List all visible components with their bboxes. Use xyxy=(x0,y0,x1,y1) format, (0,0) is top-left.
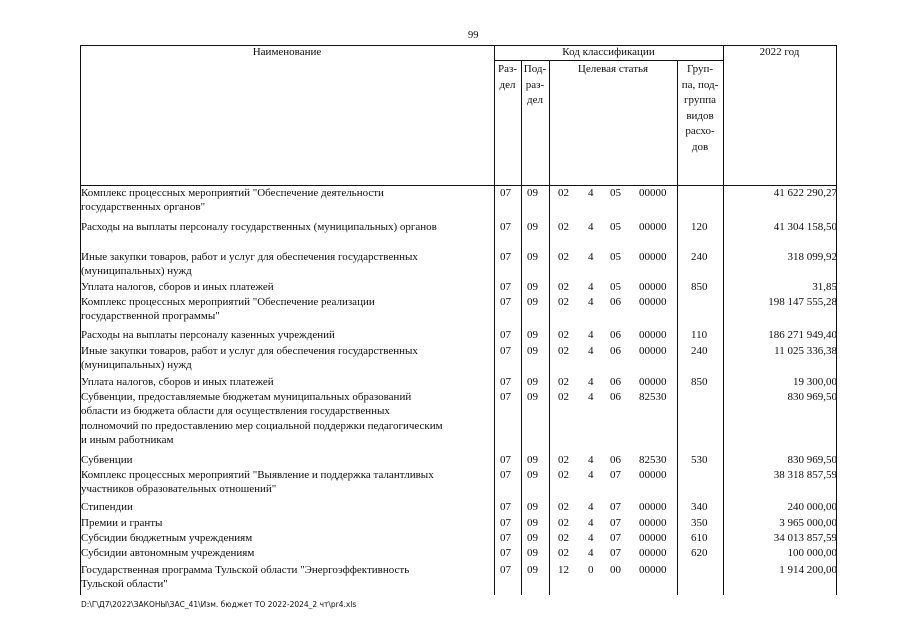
row-target-program: 02 xyxy=(558,296,569,308)
row-name xyxy=(81,516,491,530)
row-razdel: 07 xyxy=(500,251,511,263)
row-target-direction: 00000 xyxy=(639,221,667,233)
row-target-type: 4 xyxy=(588,454,594,466)
header-razdel xyxy=(494,62,521,93)
row-target-type: 4 xyxy=(588,391,594,403)
row-podrazdel: 09 xyxy=(527,454,538,466)
row-target-direction: 00000 xyxy=(639,501,667,513)
row-name xyxy=(81,186,491,215)
row-name-line: Иные закупки товаров, работ и услуг для обеспечения государственных xyxy=(81,251,418,263)
row-target-subprogram: 05 xyxy=(610,221,621,233)
row-podrazdel: 09 xyxy=(527,221,538,233)
row-name-line: Комплекс процессных мероприятий "Обеспечение деятельности xyxy=(81,187,384,199)
row-expense-type: 110 xyxy=(691,329,708,341)
header-podrazdel-line: раз- xyxy=(525,78,545,91)
row-razdel: 07 xyxy=(500,547,511,559)
row-target-subprogram: 00 xyxy=(610,564,621,576)
row-name-line: Комплекс процессных мероприятий "Выявление и поддержка талантливых xyxy=(81,469,434,481)
row-razdel: 07 xyxy=(500,391,511,403)
row-razdel: 07 xyxy=(500,187,511,199)
row-amount: 11 025 336,38 xyxy=(774,345,837,357)
row-podrazdel: 09 xyxy=(527,329,538,341)
row-target-subprogram: 05 xyxy=(610,187,621,199)
header-podrazdel xyxy=(521,62,549,109)
row-target-direction: 00000 xyxy=(639,376,667,388)
col-divider-razdel xyxy=(521,60,522,595)
row-target-type: 4 xyxy=(588,251,594,263)
row-target-direction: 82530 xyxy=(639,391,667,403)
row-name-line: (муниципальных) нужд xyxy=(81,265,192,278)
row-razdel: 07 xyxy=(500,454,511,466)
row-target-subprogram: 07 xyxy=(610,501,621,513)
header-razdel-line: Раз- xyxy=(497,63,517,75)
row-target-program: 02 xyxy=(558,547,569,559)
row-name xyxy=(81,280,491,294)
row-name xyxy=(81,468,491,497)
header-target: Целевая статья xyxy=(577,63,649,75)
row-name-line: Иные закупки товаров, работ и услуг для обеспечения государственных xyxy=(81,345,418,357)
row-podrazdel: 09 xyxy=(527,501,538,513)
row-razdel: 07 xyxy=(500,564,511,576)
row-amount: 198 147 555,28 xyxy=(768,296,837,308)
row-amount: 38 318 857,59 xyxy=(773,469,837,481)
row-expense-type: 120 xyxy=(691,221,708,233)
row-name-line: Уплата налогов, сборов и иных платежей xyxy=(81,376,274,388)
row-name-line: Субвенции xyxy=(81,454,133,466)
row-name-line: Субвенции, предоставляемые бюджетам муниципальных образований xyxy=(81,391,412,403)
row-target-type: 4 xyxy=(588,501,594,513)
row-amount: 186 271 949,40 xyxy=(768,329,837,341)
row-amount: 100 000,00 xyxy=(787,547,837,559)
row-name-line: Субсидии бюджетным учреждениям xyxy=(81,532,253,544)
row-expense-type: 620 xyxy=(691,547,708,559)
row-name xyxy=(81,563,491,592)
row-target-type: 4 xyxy=(588,329,594,341)
row-target-direction: 00000 xyxy=(639,564,667,576)
row-target-subprogram: 07 xyxy=(610,547,621,559)
row-podrazdel: 09 xyxy=(527,376,538,388)
row-amount: 19 300,00 xyxy=(793,376,837,388)
row-target-program: 02 xyxy=(558,221,569,233)
row-target-direction: 00000 xyxy=(639,547,667,559)
row-podrazdel: 09 xyxy=(527,547,538,559)
row-target-type: 4 xyxy=(588,469,594,481)
row-target-type: 4 xyxy=(588,532,594,544)
row-name xyxy=(81,220,491,234)
row-razdel: 07 xyxy=(500,221,511,233)
header-year: 2022 год xyxy=(759,46,800,58)
row-name-line: Тульской области" xyxy=(81,578,168,591)
row-razdel: 07 xyxy=(500,469,511,481)
row-target-subprogram: 06 xyxy=(610,296,621,308)
row-name xyxy=(81,344,491,373)
row-target-program: 02 xyxy=(558,281,569,293)
row-podrazdel: 09 xyxy=(527,345,538,357)
row-amount: 41 622 290,27 xyxy=(773,187,837,199)
row-target-subprogram: 06 xyxy=(610,329,621,341)
row-target-type: 4 xyxy=(588,187,594,199)
row-name-line: Расходы на выплаты персоналу казенных учреждений xyxy=(81,329,335,341)
row-amount: 3 965 000,00 xyxy=(779,517,837,529)
row-podrazdel: 09 xyxy=(527,517,538,529)
row-target-type: 4 xyxy=(588,376,594,388)
row-amount: 1 914 200,00 xyxy=(779,564,837,576)
row-target-direction: 00000 xyxy=(639,345,667,357)
header-code-group: Код классификации xyxy=(562,46,655,58)
row-expense-type: 530 xyxy=(691,454,708,466)
row-target-direction: 00000 xyxy=(639,281,667,293)
row-target-program: 02 xyxy=(558,532,569,544)
row-expense-type: 850 xyxy=(691,281,708,293)
row-razdel: 07 xyxy=(500,532,511,544)
row-name xyxy=(81,328,491,342)
row-target-subprogram: 07 xyxy=(610,532,621,544)
row-amount: 41 304 158,50 xyxy=(773,221,837,233)
row-target-direction: 00000 xyxy=(639,517,667,529)
row-target-direction: 00000 xyxy=(639,329,667,341)
row-name-line: (муниципальных) нужд xyxy=(81,359,192,372)
row-target-type: 4 xyxy=(588,547,594,559)
col-divider-podrazdel xyxy=(549,60,550,595)
row-target-subprogram: 06 xyxy=(610,391,621,403)
header-vid-line: видов xyxy=(686,109,714,122)
header-vid-line: па, под- xyxy=(681,78,719,91)
col-divider-vid xyxy=(723,45,724,595)
row-name-line: Расходы на выплаты персоналу государственных (муниципальных) органов xyxy=(81,221,437,233)
row-name-line: Уплата налогов, сборов и иных платежей xyxy=(81,281,274,293)
row-amount: 830 969,50 xyxy=(787,454,837,466)
row-target-program: 12 xyxy=(558,564,569,576)
row-target-subprogram: 05 xyxy=(610,251,621,263)
row-expense-type: 340 xyxy=(691,501,708,513)
row-podrazdel: 09 xyxy=(527,564,538,576)
row-name xyxy=(81,295,491,324)
header-podrazdel-line: Под- xyxy=(523,63,547,75)
row-name-line: области из бюджета области для осуществления государственных xyxy=(81,405,390,418)
header-vid-line: расхо- xyxy=(685,125,715,138)
row-name-line: государственной программы" xyxy=(81,310,220,323)
row-target-type: 4 xyxy=(588,517,594,529)
row-target-program: 02 xyxy=(558,376,569,388)
row-target-direction: 00000 xyxy=(639,532,667,544)
page-number: 99 xyxy=(468,30,479,41)
row-name xyxy=(81,375,491,389)
header-vid-line: дов xyxy=(691,140,709,153)
row-target-program: 02 xyxy=(558,329,569,341)
row-target-direction: 00000 xyxy=(639,251,667,263)
header-razdel-line: дел xyxy=(499,78,516,91)
row-amount: 31,85 xyxy=(812,281,837,293)
row-target-type: 4 xyxy=(588,221,594,233)
row-amount: 830 969,50 xyxy=(787,391,837,403)
row-target-direction: 00000 xyxy=(639,187,667,199)
row-target-direction: 82530 xyxy=(639,454,667,466)
row-amount: 318 099,92 xyxy=(787,251,837,263)
row-podrazdel: 09 xyxy=(527,469,538,481)
row-name xyxy=(81,546,491,560)
row-razdel: 07 xyxy=(500,376,511,388)
row-target-subprogram: 06 xyxy=(610,345,621,357)
row-target-type: 4 xyxy=(588,345,594,357)
row-target-program: 02 xyxy=(558,251,569,263)
row-name-line: Премии и гранты xyxy=(81,517,163,529)
row-name xyxy=(81,250,491,279)
row-podrazdel: 09 xyxy=(527,391,538,403)
row-target-subprogram: 07 xyxy=(610,517,621,529)
row-expense-type: 350 xyxy=(691,517,708,529)
row-expense-type: 240 xyxy=(691,345,708,357)
row-razdel: 07 xyxy=(500,345,511,357)
row-target-subprogram: 05 xyxy=(610,281,621,293)
row-target-program: 02 xyxy=(558,469,569,481)
row-amount: 34 013 857,59 xyxy=(773,532,837,544)
row-target-program: 02 xyxy=(558,187,569,199)
row-name-line: государственных органов" xyxy=(81,201,206,214)
row-name-line: Государственная программа Тульской области "Энергоэффективность xyxy=(81,564,410,576)
row-razdel: 07 xyxy=(500,517,511,529)
row-razdel: 07 xyxy=(500,281,511,293)
row-target-type: 4 xyxy=(588,296,594,308)
row-target-type: 4 xyxy=(588,281,594,293)
row-target-program: 02 xyxy=(558,345,569,357)
header-vid xyxy=(677,62,723,156)
row-podrazdel: 09 xyxy=(527,532,538,544)
row-podrazdel: 09 xyxy=(527,187,538,199)
header-name: Наименование xyxy=(252,46,322,58)
header-podrazdel-line: дел xyxy=(527,94,543,107)
row-target-direction: 00000 xyxy=(639,296,667,308)
row-target-program: 02 xyxy=(558,454,569,466)
row-target-subprogram: 06 xyxy=(610,376,621,388)
row-name xyxy=(81,531,491,545)
row-amount: 240 000,00 xyxy=(787,501,837,513)
header-vid-line: Груп- xyxy=(686,63,714,75)
row-target-direction: 00000 xyxy=(639,469,667,481)
row-expense-type: 850 xyxy=(691,376,708,388)
row-target-program: 02 xyxy=(558,517,569,529)
row-name-line: Стипендии xyxy=(81,501,133,513)
row-razdel: 07 xyxy=(500,329,511,341)
row-target-subprogram: 07 xyxy=(610,469,621,481)
row-razdel: 07 xyxy=(500,296,511,308)
row-expense-type: 240 xyxy=(691,251,708,263)
row-name xyxy=(81,500,491,514)
row-podrazdel: 09 xyxy=(527,281,538,293)
row-target-type: 0 xyxy=(588,564,594,576)
row-target-program: 02 xyxy=(558,391,569,403)
row-target-subprogram: 06 xyxy=(610,454,621,466)
row-name-line: полномочий по предоставлению мер социальной поддержки педагогическим xyxy=(81,419,443,432)
row-expense-type: 610 xyxy=(691,532,708,544)
row-name xyxy=(81,390,491,448)
row-name-line: Субсидии автономным учреждениям xyxy=(81,547,255,559)
row-razdel: 07 xyxy=(500,501,511,513)
file-path-footer: D:\Г\Д7\2022\ЗАКОНЫ\ЗАС_41\Изм. бюджет ТО 2022-2024_2 чт\pr4.xls xyxy=(81,600,357,609)
row-name-line: Комплекс процессных мероприятий "Обеспечение реализации xyxy=(81,296,375,308)
row-target-program: 02 xyxy=(558,501,569,513)
row-name-line: участников образовательных отношений" xyxy=(81,483,277,496)
row-podrazdel: 09 xyxy=(527,251,538,263)
row-name-line: и иным работникам xyxy=(81,434,174,447)
col-divider-name xyxy=(494,45,495,595)
row-name xyxy=(81,453,491,467)
header-vid-line: группа xyxy=(683,94,717,107)
row-podrazdel: 09 xyxy=(527,296,538,308)
